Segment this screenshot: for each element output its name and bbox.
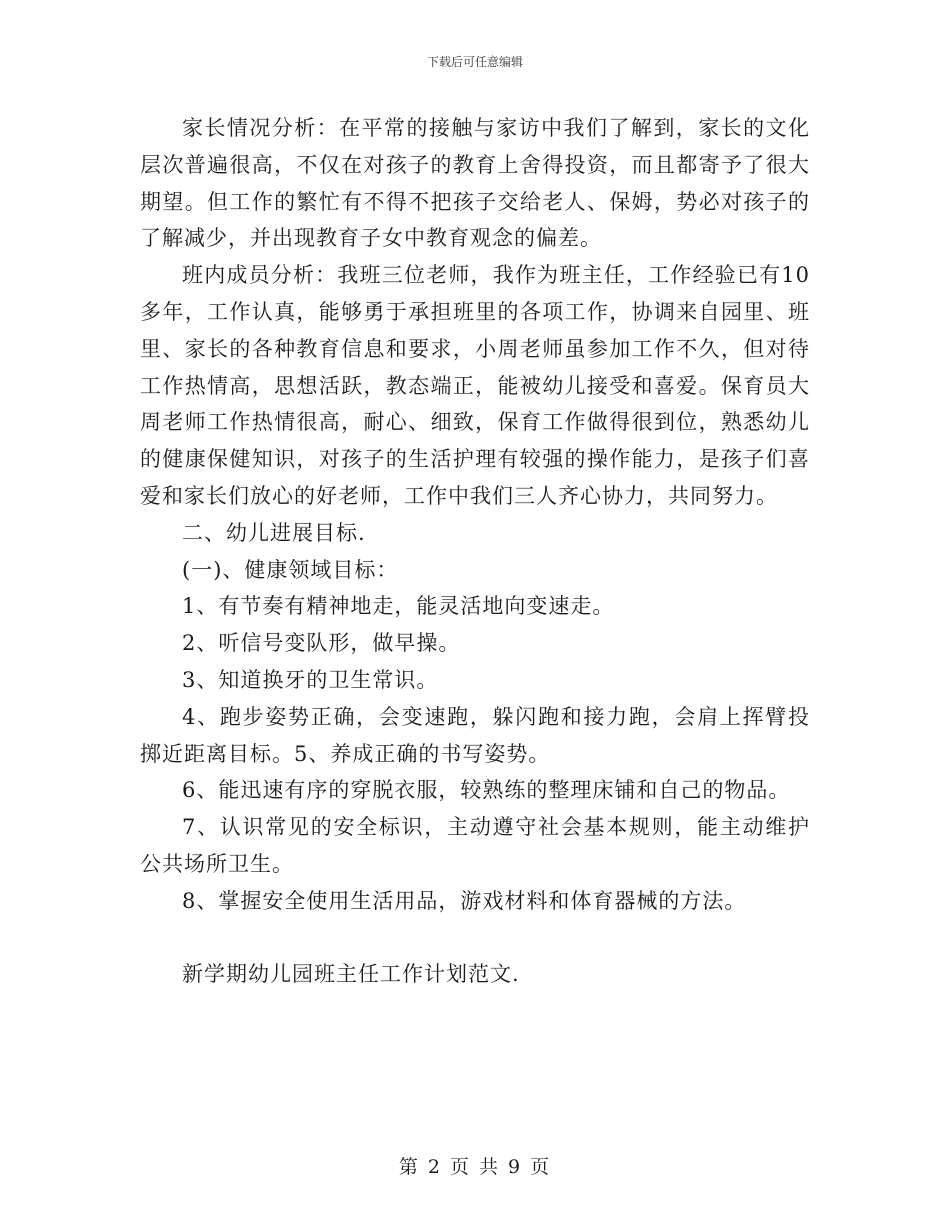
list-item: 2、听信号变队形，做早操。 [182,631,461,656]
list-item: 7、认识常见的安全标识，主动遵守社会基本规则，能主动维护公共场所卫生。 [140,815,810,876]
paragraph-staff-analysis: 班内成员分析：我班三位老师，我作为班主任，工作经验已有10多年，工作认真，能够勇于承担班里的各项工作，协调来自园里、班里、家长的各种教育信息和要求，小周老师虽参加工作不久，但对待工作热情高，思想活跃，教态端正，能被幼儿接受和喜爱。保育员大周老师工作热情很高，耐心、细致，保育工作做得很到位，熟悉幼儿的健康保健知识，对孩子的生活护理有较强的操作能力，是孩子们喜爱和家长们放心的好老师，工作中我们三人齐心协力，共同努力。 [140,263,810,508]
page-number: 第 2 页 共 9 页 [398,1156,552,1178]
page-header: 下载后可任意编辑 [426,55,523,69]
list-item: 8、掌握安全使用生活用品，游戏材料和体育器械的方法。 [182,888,747,913]
paragraph-parents-analysis: 家长情况分析：在平常的接触与家访中我们了解到，家长的文化层次普遍很高，不仅在对孩子的教育上舍得投资，而且都寄予了很大期望。但工作的繁忙有不得不把孩子交给老人、保姆，势必对孩子的了解减少，并出现教育子女中教育观念的偏差。 [140,116,810,251]
document-body [140,110,810,993]
list-item: 1、有节奏有精神地走，能灵活地向变速走。 [182,594,615,619]
list-item: 6、能迅速有序的穿脱衣服，较熟练的整理床铺和自己的物品。 [182,778,791,803]
closing-title: 新学期幼儿园班主任工作计划范文. [182,962,520,987]
section-heading-goals: 二、幼儿进展目标. [182,520,366,545]
list-item: 3、知道换牙的卫生常识。 [182,667,439,692]
subsection-heading-health: (一)、健康领域目标： [182,557,399,582]
list-item: 4、跑步姿势正确，会变速跑，躲闪跑和接力跑，会肩上挥臂投掷近距离目标。5、养成正确的书写姿势。 [140,704,810,766]
